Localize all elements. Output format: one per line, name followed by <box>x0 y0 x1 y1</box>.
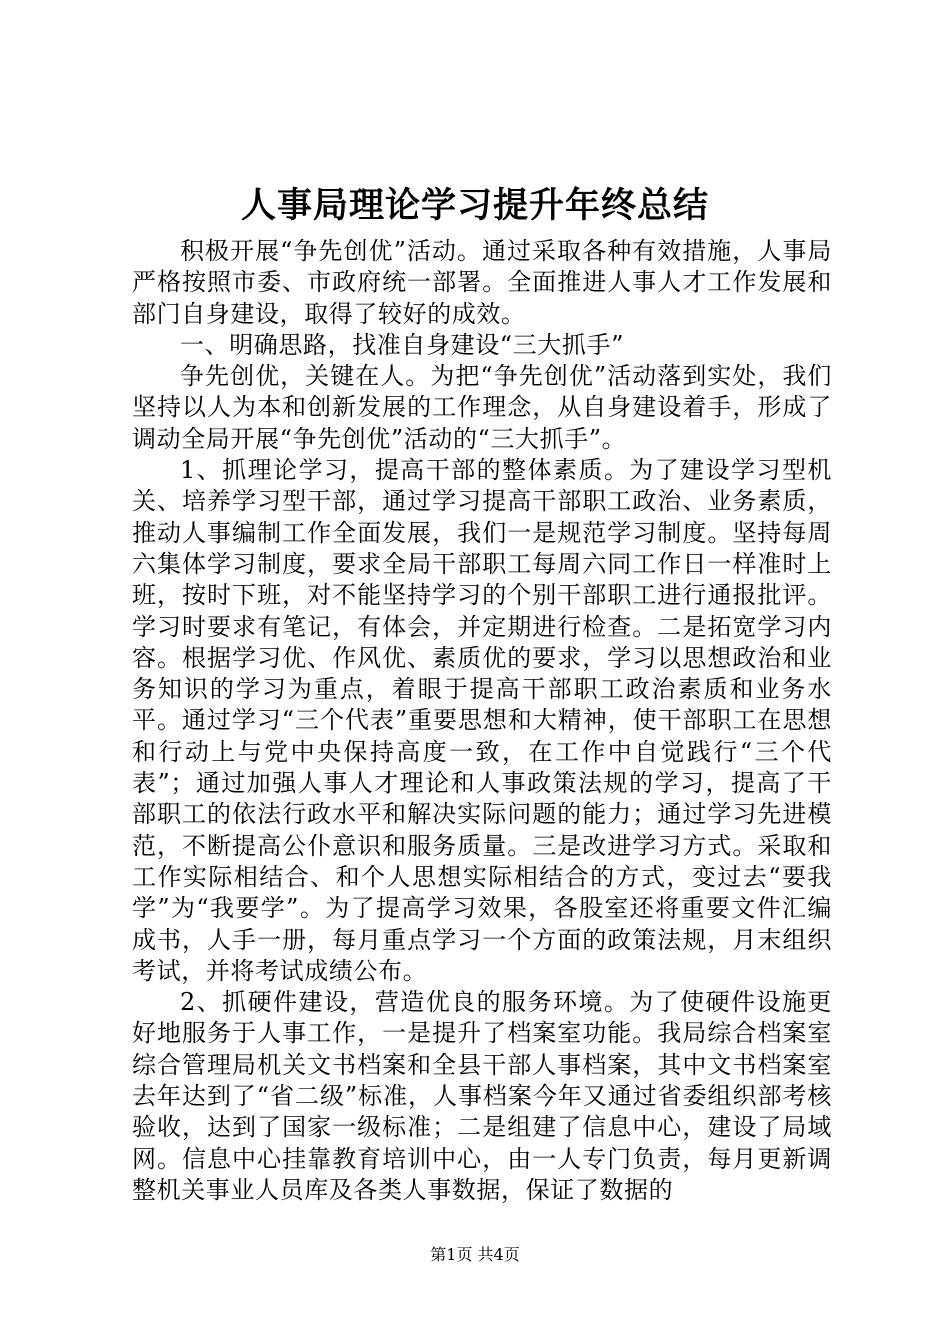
page-number-footer: 第1页 共4页 <box>430 1245 520 1264</box>
intro-paragraph: 积极开展“争先创优”活动。通过采取各种有效措施，人事局严格按照市委、市政府统一部署。全面推进人事人才工作发展和部门自身建设，取得了较好的成效。 <box>132 237 832 328</box>
document-title: 人事局理论学习提升年终总结 <box>240 185 709 226</box>
document-body <box>132 236 832 1206</box>
section-heading: 一、明确思路，找准自身建设“三大抓手” <box>180 330 624 359</box>
body-paragraph: 2、抓硬件建设，营造优良的服务环境。为了使硬件设施更好地服务于人事工作，一是提升了档案室功能。我局综合档案室综合管理局机关文书档案和全县干部人事档案，其中文书档案室去年达到了“省二级”标准，人事档案今年又通过省委组织部考核验收，达到了国家一级标准；二是组建了信息中心，建设了局域网。信息中心挂靠教育培训中心，由一人专门负责，每月更新调整机关事业人员库及各类人事数据，保证了数据的 <box>132 988 832 1204</box>
body-paragraph: 争先创优，关键在人。为把“争先创优”活动落到实处，我们坚持以人为本和创新发展的工作理念，从自身建设着手，形成了调动全局开展“争先创优”活动的“三大抓手”。 <box>132 362 832 453</box>
body-paragraph: 1、抓理论学习，提高干部的整体素质。为了建设学习型机关、培养学习型干部，通过学习提高干部职工政治、业务素质，推动人事编制工作全面发展，我们一是规范学习制度。坚持每周六集体学习制度，要求全局干部职工每周六同工作日一样准时上班，按时下班，对不能坚持学习的个别干部职工进行通报批评。学习时要求有笔记，有体会，并定期进行检查。二是拓宽学习内容。根据学习优、作风优、素质优的要求，学习以思想政治和业务知识的学习为重点，着眼于提高干部职工政治素质和业务水平。通过学习“三个代表”重要思想和大精神，使干部职工在思想和行动上与党中央保持高度一致，在工作中自觉践行“三个代表”；通过加强人事人才理论和人事政策法规的学习，提高了干部职工的依法行政水平和解决实际问题的能力；通过学习先进模范，不断提高公仆意识和服务质量。三是改进学习方式。采取和工作实际相结合、和个人思想实际相结合的方式，变过去“要我学”为“我要学”。为了提高学习效果，各股室还将重要文件汇编成书，人手一册，每月重点学习一个方面的政策法规，月末组织考试，并将考试成绩公布。 <box>132 456 832 985</box>
